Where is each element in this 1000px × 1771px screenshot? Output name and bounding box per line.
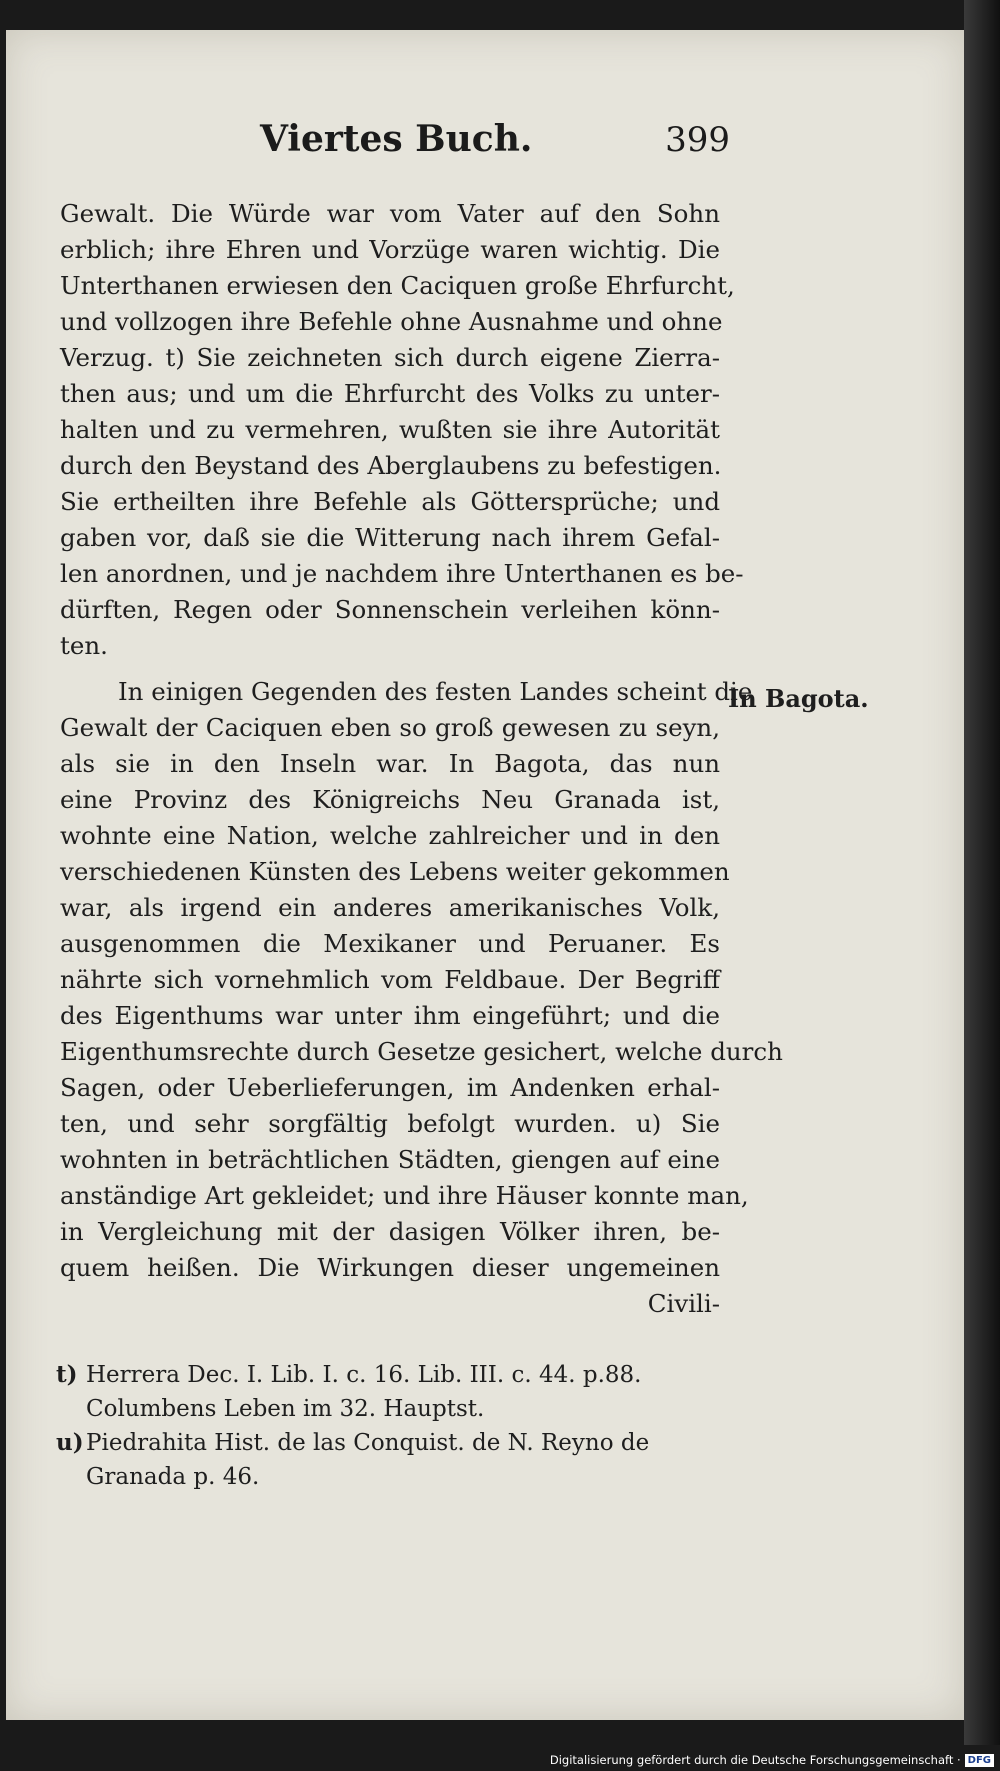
paragraph-gap <box>60 664 720 674</box>
footer-credit <box>550 1753 994 1767</box>
page-number: 399 <box>665 120 730 160</box>
text-line: anständige Art gekleidet; und ihre Häuser konnte man, <box>60 1181 749 1210</box>
text-line: eine Provinz des Königreichs Neu Granada ist, <box>60 785 720 814</box>
footnotes <box>56 1358 720 1494</box>
text-line: ten. <box>60 631 108 660</box>
text-line: wohnten in beträchtlichen Städten, giengen auf eine <box>60 1145 720 1174</box>
text-line: ten, und sehr sorgfältig befolgt wurden. u) Sie <box>60 1109 720 1138</box>
text-line: wohnte eine Nation, welche zahlreicher und in den <box>60 821 720 850</box>
footnote-t <box>56 1358 720 1426</box>
text-line: Gewalt der Caciquen eben so groß gewesen zu seyn, <box>60 713 720 742</box>
footnote-mark: u) <box>56 1429 84 1456</box>
footnote-line: Granada p. 46. <box>86 1464 260 1490</box>
text-line: len anordnen, und je nachdem ihre Unterthanen es be- <box>60 559 744 588</box>
text-line: als sie in den Inseln war. In Bagota, das nun <box>60 749 720 778</box>
text-line: erblich; ihre Ehren und Vorzüge waren wichtig. Die <box>60 235 720 264</box>
text-line: Unterthanen erwiesen den Caciquen große Ehrfurcht, <box>60 271 735 300</box>
text-line: war, als irgend ein anderes amerikanisches Volk, <box>60 893 720 922</box>
running-head: Viertes Buch. <box>260 118 533 160</box>
text-line: durch den Beystand des Aberglaubens zu befestigen. <box>60 451 722 480</box>
footnote-line: Columbens Leben im 32. Hauptst. <box>86 1396 485 1422</box>
text-line: dürften, Regen oder Sonnenschein verleihen könn- <box>60 595 720 624</box>
text-line: quem heißen. Die Wirkungen dieser ungemeinen <box>60 1253 720 1282</box>
text-line: in Vergleichung mit der dasigen Völker ihren, be- <box>60 1217 720 1246</box>
footnote-mark: t) <box>56 1361 78 1388</box>
text-line: ausgenommen die Mexikaner und Peruaner. Es <box>60 929 720 958</box>
text-line: nährte sich vornehmlich vom Feldbaue. Der Begriff <box>60 965 720 994</box>
text-line: Sagen, oder Ueberlieferungen, im Andenken erhal- <box>60 1073 720 1102</box>
text-line: halten und zu vermehren, wußten sie ihre Autorität <box>60 415 720 444</box>
page-header <box>260 118 730 160</box>
footer-text: Digitalisierung gefördert durch die Deutsche Forschungsgemeinschaft · <box>549 1753 961 1767</box>
catchword: Civili- <box>647 1289 720 1318</box>
book-edge <box>964 0 1000 1745</box>
footnote-line: Piedrahita Hist. de las Conquist. de N. Reyno de <box>86 1430 650 1456</box>
text-line: des Eigenthums war unter ihm eingeführt; und die <box>60 1001 720 1030</box>
text-line: Sie ertheilten ihre Befehle als Göttersprüche; und <box>60 487 720 516</box>
text-line: Verzug. t) Sie zeichneten sich durch eigene Zierra- <box>60 343 720 372</box>
footnote-line: Herrera Dec. I. Lib. I. c. 16. Lib. III. c. 44. p.88. <box>86 1362 642 1388</box>
text-line: gaben vor, daß sie die Witterung nach ihrem Gefal- <box>60 523 720 552</box>
dfg-logo-icon: DFG <box>965 1754 994 1767</box>
text-line: Gewalt. Die Würde war vom Vater auf den Sohn <box>60 199 720 228</box>
text-line: und vollzogen ihre Befehle ohne Ausnahme und ohne <box>60 307 723 336</box>
main-text <box>60 196 783 1322</box>
footnote-u <box>56 1426 720 1494</box>
marginal-note: In Bagota. <box>728 684 869 713</box>
text-line: Eigenthumsrechte durch Gesetze gesichert, welche durch <box>60 1037 783 1066</box>
text-line: In einigen Gegenden des festen Landes scheint die <box>118 677 753 706</box>
text-line: verschiedenen Künsten des Lebens weiter gekommen <box>60 857 730 886</box>
text-line: then aus; und um die Ehrfurcht des Volks zu unter- <box>60 379 720 408</box>
